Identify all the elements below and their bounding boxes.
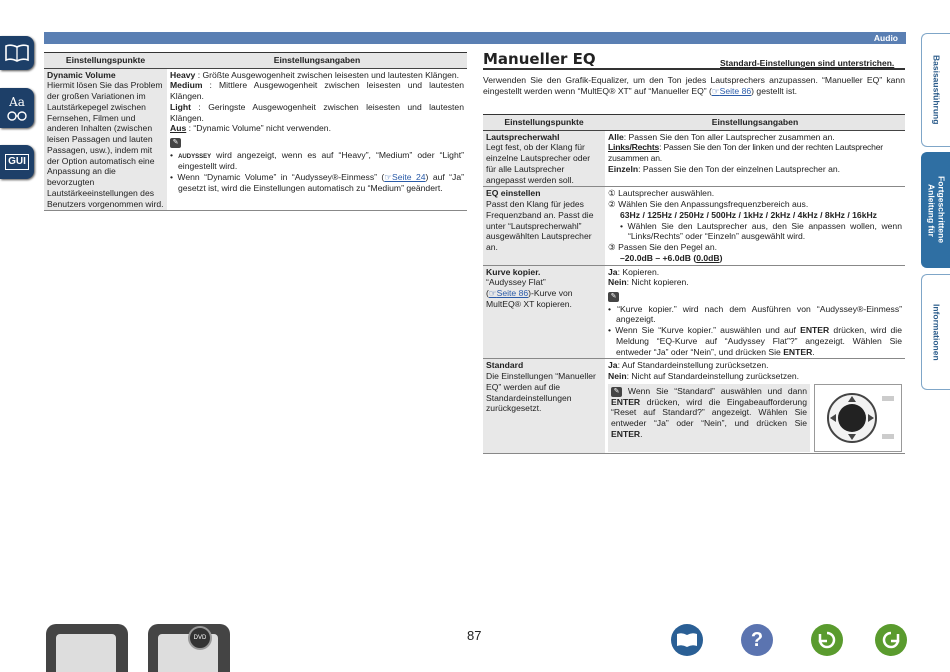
option-aus: Aus (170, 123, 187, 134)
back-arrow-icon (817, 630, 837, 650)
col-header-items: Einstellungspunkte (483, 115, 605, 131)
help-button[interactable] (741, 624, 773, 656)
book-icon (676, 632, 698, 648)
standard-details: Ja: Auf Standardeinstellung zurücksetzen. Nein: Nicht auf Standardeinstellung zurücksetzen. ✎ Wenn Sie “Standard” auswählen und dann ENTER drücken, wird die Eingabeaufforderung “Reset auf Standard?” angezeigt. Wählen Sie entweder “Ja” oder “Nein”, und drücken Sie ENTER. (605, 359, 905, 453)
manueller-eq-table (483, 114, 905, 454)
default-note: Standard-Einstellungen sind unterstrichen. (720, 58, 895, 68)
standard-note: ✎ Wenn Sie “Standard” auswählen und dann ENTER drücken, wird die Eingabeaufforderung “Reset auf Standard?” angezeigt. Wählen Sie entweder “Ja” oder “Nein”, und drücken Sie ENTER. (608, 384, 810, 452)
item-title: Dynamic Volume (47, 69, 116, 80)
standard-cell: Standard Die Einstellungen “Manueller EQ” werden auf die Standardeinstellungen zurückgesetzt. (483, 359, 605, 453)
option-medium: Medium (170, 80, 203, 91)
dynamic-volume-details: Heavy : Größte Ausgewogenheit zwischen leisesten und lautesten Klängen. Medium : Mittlere Ausgewogenheit zwischen leisesten und lautesten Klängen. Light : Geringste Ausgewogenheit zwischen leisesten und lautesten Klängen. Aus : “Dynamic Volume” nicht verwenden. ✎ • AUDYSSEY wird angezeigt, wenn es auf “Heavy”, “Medium” oder “Light” eingestellt wird. • Wenn “Dynamic Volume” in “Audyssey®-Einmess” (☞Seite 24) auf “Ja” gesetzt ist, wird die Einstellungen automatisch zu “Medium” geändert. (167, 68, 467, 211)
question-icon: ? (750, 628, 764, 651)
device-thumbnail-player[interactable] (46, 624, 128, 672)
section-label: Audio (873, 33, 898, 43)
tab-fortgeschrittene-anleitung[interactable]: Fortgeschrittene Anleitung für (921, 152, 950, 268)
title-rule (483, 68, 905, 70)
kurve-kopier-cell: Kurve kopier. “Audyssey Flat” (☞Seite 86)-Kurve von MultEQ® XT kopieren. (483, 265, 605, 359)
glasses-icon (6, 110, 28, 122)
tab-informationen[interactable]: Informationen (921, 274, 950, 390)
note-bullet: • Wenn “Dynamic Volume” in “Audyssey®-Einmess” (☞Seite 24) auf “Ja” gesetzt ist, wird die Einstellungen automatisch zu “Medium” geändert. (170, 172, 464, 193)
device-thumbnail-dvd[interactable] (148, 624, 230, 672)
note-icon: ✎ (608, 292, 619, 302)
page-link[interactable]: ☞Seite 24 (384, 172, 426, 183)
eq-einstellen-details: ① Lautsprecher auswählen. ② Wählen Sie den Anpassungsfrequenzbereich aus. 63Hz / 125Hz / 250Hz / 500Hz / 1kHz / 2kHz / 4kHz / 8kHz / 16kHz • Wählen Sie den Lautsprecher aus, den Sie anpassen wollen, wenn “Links/Rechts” oder “Einzeln” ausgewählt wird. ③ Passen Sie den Pegel an. –20.0dB – +6.0dB (0.0dB) (605, 187, 905, 265)
eq-einstellen-cell: EQ einstellen Passt den Klang für jedes Frequenzband an. Passt die unter “Lautsprecherwahl” ausgewählten Lautsprecher an. (483, 187, 605, 265)
dynamic-volume-cell (44, 68, 167, 211)
book-tab[interactable] (0, 36, 34, 70)
col-header-details: Einstellungsangaben (167, 53, 467, 69)
contents-button[interactable] (671, 624, 703, 656)
back-button[interactable] (811, 624, 843, 656)
remote-dpad-icon (818, 388, 898, 448)
dynamic-volume-table (44, 52, 467, 211)
kurve-kopier-details: Ja: Kopieren. Nein: Nicht kopieren. ✎ • “Kurve kopier.” wird nach dem Ausführen von “Audyssey®-Einmess” angezeigt. • Wenn Sie “Kurve kopier.” auswählen und auf ENTER drücken, wird die Meldung “EQ-Kurve auf “Audyssey Flat”?” angezeigt. Wählen Sie entweder “Ja” oder “Nein”, und drücken Sie ENTER. (605, 265, 905, 359)
lautsprecherwahl-details: Alle: Passen Sie den Ton aller Lautsprecher zusammen an. Links/Rechts: Passen Sie den Ton der linken und der rechten Lautsprecher zusammen an. Einzeln: Passen Sie den Ton der einzelnen Lautsprecher an. (605, 130, 905, 187)
gui-icon: GUI (5, 154, 29, 171)
intro-text: Verwenden Sie den Grafik-Equalizer, um den Ton jedes Lautsprechers anzupassen. “Manueller EQ” kann eingestellt werden wenn “MultEQ® XT” auf “Manueller EQ” (☞Seite 86) gestellt ist. (483, 75, 905, 96)
col-header-details: Einstellungsangaben (605, 115, 905, 131)
dvd-badge: DVD (188, 626, 212, 650)
forward-arrow-icon (881, 630, 901, 650)
section-header-bar (44, 32, 906, 44)
note-icon: ✎ (611, 387, 622, 397)
page-link[interactable]: ☞Seite 86 (711, 85, 752, 96)
font-size-icon: Aa (9, 94, 25, 109)
forward-button[interactable] (875, 624, 907, 656)
remote-illustration (814, 384, 902, 452)
option-heavy: Heavy (170, 69, 196, 80)
col-header-items: Einstellungspunkte (44, 53, 167, 69)
note-bullet: • AUDYSSEY wird angezeigt, wenn es auf “Heavy”, “Medium” oder “Light” eingestellt wird. (170, 149, 464, 172)
book-icon (4, 43, 30, 63)
note-icon: ✎ (170, 138, 181, 148)
item-description: Hiermit lösen Sie das Problem der großen Variationen im Lautstärkepegel zwischen Fernsehen, Filmen und anderen Inhalten (zwischen leisen Passagen und lauten Passagen, usw.), indem mit der Option automatisch eine Anpassung an die bevorzugten Lautstärkeeinstellungen des Benutzers vorgenommen wird. (47, 80, 164, 209)
page-link[interactable]: ☞Seite 86 (488, 288, 529, 299)
page-title: Manueller EQ (483, 50, 596, 68)
font-size-tab[interactable] (0, 88, 34, 128)
tab-basisausfuehrung[interactable]: Basisausführung (921, 33, 950, 147)
page-number: 87 (467, 628, 482, 643)
lautsprecherwahl-cell: Lautsprecherwahl Legt fest, ob der Klang für einzelne Lautsprecher oder für alle Lautsprecher angepasst werden soll. (483, 130, 605, 187)
option-light: Light (170, 101, 191, 112)
gui-tab[interactable] (0, 145, 34, 179)
